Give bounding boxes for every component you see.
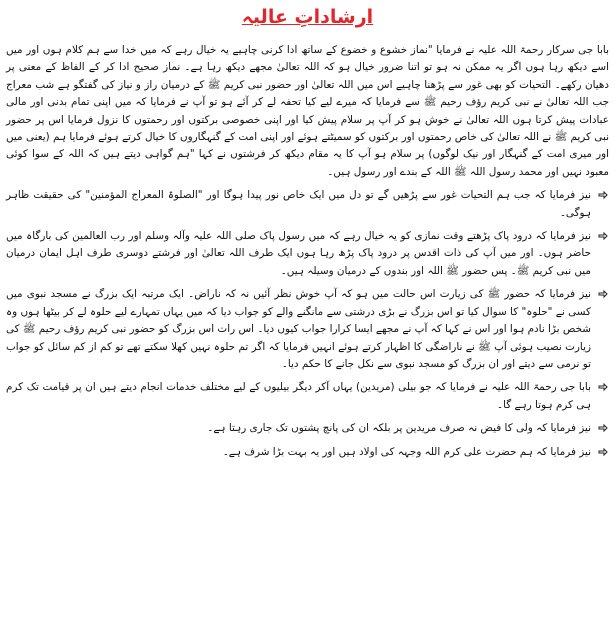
list-item bbox=[6, 379, 609, 414]
hand-pointing-icon bbox=[597, 422, 609, 434]
list-item bbox=[6, 187, 609, 222]
list-item-text: نیز فرمایا کہ ولی کا فیض نہ صرف مریدین پر بلکہ ان کی پانچ پشتوں تک جاری رہتا ہے۔ bbox=[207, 422, 591, 435]
hand-pointing-icon bbox=[597, 446, 609, 458]
list-item bbox=[6, 286, 609, 373]
document-body bbox=[6, 42, 609, 467]
list-item-text: نیز فرمایا کہ حضور ﷺ کی زیارت اس حالت میں ہو کہ آپ خوش نظر آئیں نہ کہ ناراض۔ ایک مرتبہ ایک بزرگ نے مسجد نبوی میں کسی نے "حلوہ" کا سوال کیا تو اس بزرگ نے بڑی درشتی سے مانگنے والے کو جواب دیا کہ میں یہاں تمہارے لیے حلوہ لے کر بیٹھا ہوں وہ شخص بڑا نادم ہوا اور اس نے کہا کہ آپ نے مجھے ایسا کرارا جواب کیوں دیا۔ اس رات اس بزرگ کو حضور نبی کریم رؤف رحیم ﷺ کی زیارت نصیب ہوئی آپ ﷺ نے ناراضگی کا اظہار کرتے ہوئے انہیں فرمایا کہ اگر تم حلوہ نہیں کھلا سکتے تھے تو کم از کم سائل کو جواب تو نرمی سے دیتے اور ان بزرگ کو مسجد نبوی سے نکل جانے کا حکم دیا۔ bbox=[6, 288, 591, 370]
list-item bbox=[6, 228, 609, 280]
intro-paragraph: بابا جی سرکار رحمۃ اللہ علیہ نے فرمایا "نماز خشوع و خضوع کے ساتھ ادا کرنی چاہیے یہ خیال رہے کہ میں خدا سے ہم کلام ہوں اور میں اسے دیکھ رہا ہوں اگر یہ ممکن نہ ہو تو اتنا ضرور خیال ہو کہ اللہ تعالیٰ مجھے دیکھ رہا ہے۔ نماز صحیح ادا کر کے الفاظ کے معنی پر دھیان رکھے۔ التحیات کو بھی غور سے پڑھنا چاہیے اس میں اللہ تعالیٰ اور حضور نبی کریم ﷺ کے درمیان راز و نیاز کی گفتگو ہے شب معراج جب اللہ تعالیٰ نے نبی کریم رؤف رحیم ﷺ سے فرمایا کہ میرے لیے کیا تحفہ لے کر آئے ہو تو آپ نے فرمایا کہ میں اپنی تمام بدنی اور مالی عبادات پیش کرتا ہوں اللہ تعالیٰ نے خوش ہو کر آپ پر سلام پیش کیا اور اپنی خصوصی برکتوں اور رحمتوں کا نزول فرمایا اس پر حضور نبی کریم ﷺ نے اللہ تعالیٰ کی خاص رحمتوں اور برکتوں کو سمیٹتے ہوئے اور اپنی امت کے گنہگاروں کا خیال کرتے ہوئے فرمایا ہم (یعنی میں اور میری امت کے گنہگار اور نیک لوگوں) پر سلام ہو آپ کا یہ مقام دیکھ کر فرشتوں نے کہا "ہم گواہی دیتے ہیں کہ اللہ کے سوا کوئی معبود نہیں اور محمد رسول اللہ ﷺ اللہ کے بندے اور رسول ہیں۔ bbox=[6, 44, 609, 178]
hand-pointing-icon bbox=[597, 189, 609, 201]
list-item-text: نیز فرمایا کہ درود پاک پڑھتے وقت نمازی کو یہ خیال رہے کہ میں رسول پاک صلی اللہ علیہ وآلہ وسلم اور رب العالمین کی بارگاہ میں حاضر ہوں۔ اور میں آپ کی ذات اقدس پر درود پاک پڑھ رہا ہوں ایک طرف اللہ تعالیٰ اور فرشتے دوسری طرف اہل ایمان درمیان میں نبی کریم ﷺ۔ پس حضور ﷺ اللہ اور بندوں کے درمیان وسیلہ ہیں۔ bbox=[6, 230, 591, 277]
page-title: ارشاداتِ عالیہ bbox=[241, 6, 374, 28]
list-item bbox=[6, 420, 609, 437]
list-item-text: نیز فرمایا کہ جب ہم التحیات غور سے پڑھیں گے تو دل میں ایک خاص نور پیدا ہوگا اور "الصلوۃ المعراج المؤمنین" کی حقیقت ظاہر ہوگی۔ bbox=[6, 189, 591, 219]
hand-pointing-icon bbox=[597, 230, 609, 242]
list-item-text: نیز فرمایا کہ ہم حضرت علی کرم اللہ وجہہ کی اولاد ہیں اور یہ بہت بڑا شرف ہے۔ bbox=[222, 445, 591, 458]
hand-pointing-icon bbox=[597, 288, 609, 300]
hand-pointing-icon bbox=[597, 381, 609, 393]
list-item-text: بابا جی رحمۃ اللہ علیہ نے فرمایا کہ جو بیلی (مریدین) یہاں آکر دیگر بیلیوں کے لیے مختلف خدمات انجام دیتے ہیں ان پر قیامت تک کرم ہی کرم ہوتا رہے گا۔ bbox=[6, 381, 591, 411]
list-item bbox=[6, 444, 609, 461]
